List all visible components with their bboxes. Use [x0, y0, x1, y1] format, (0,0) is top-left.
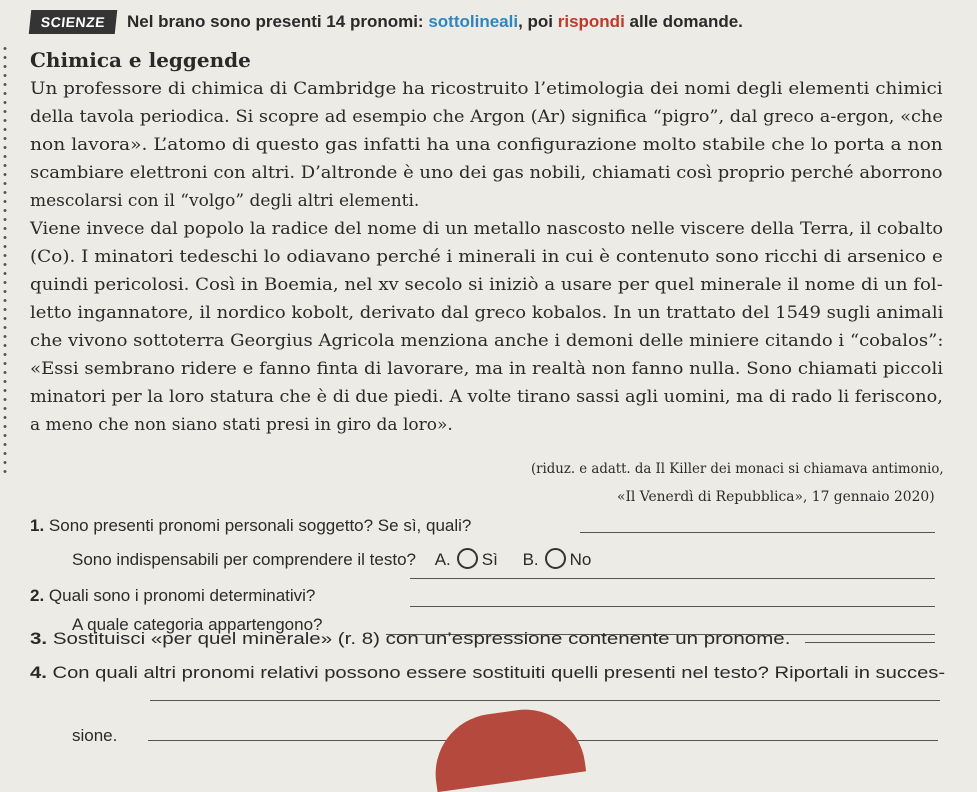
option-b-radio[interactable] [545, 548, 566, 569]
question-text: Con quali altri pronomi relativi possono essere sostituiti quelli presenti nel testo? Riportali in succes- [52, 663, 946, 682]
question-text: Sono presenti pronomi personali soggetto? Se sì, quali? [48, 516, 472, 535]
question-text: A quale categoria appartengono? [72, 615, 323, 634]
article-line: scambiare elettroni con altri. D’altronde è uno dei gas nobili, chiamati così proprio perché aborrono [30, 163, 943, 183]
answer-line[interactable] [410, 606, 935, 607]
source-citation: (riduz. e adatt. da Il Killer dei monaci si chiamava antimonio, [530, 461, 944, 477]
question-number: 3. [30, 629, 48, 648]
question-text: Sono indispensabili per comprendere il testo? [72, 550, 416, 569]
instruction-text-1: Nel brano sono presenti 14 pronomi: [127, 12, 429, 31]
question-number: 1. [30, 516, 45, 535]
article-line: della tavola periodica. Si scopre ad esempio che Argon (Ar) significa “pigro”, dal greco a-ergon, «che [30, 107, 943, 127]
question-3 [30, 628, 790, 650]
question-2 [30, 585, 315, 607]
answer-line[interactable] [410, 578, 935, 579]
instruction-text-3: alle domande. [624, 12, 743, 31]
article-line: a meno che non siano stati presi in giro da loro». [30, 415, 453, 435]
question-1 [30, 515, 471, 537]
subject-tag: SCIENZE [29, 10, 118, 34]
instruction-text-2: , poi [518, 12, 558, 31]
option-a-radio[interactable] [457, 548, 478, 569]
question-number: 4. [30, 663, 47, 682]
answer-line[interactable] [150, 700, 940, 701]
article-line: letto ingannatore, il nordico kobolt, derivato dal greco kobalos. In un trattato del 1549 sugli animali [30, 303, 944, 323]
question-4 [30, 662, 945, 684]
article-line: Un professore di chimica di Cambridge ha ricostruito l’etimologia dei nomi degli elementi chimici [30, 79, 943, 99]
question-text: Quali sono i pronomi determinativi? [48, 586, 316, 605]
article-line: non lavora». L’atomo di questo gas infatti ha una configurazione molto stabile che lo porta a non [30, 135, 943, 155]
answer-line[interactable] [580, 532, 935, 533]
instruction-answer-word: rispondi [557, 12, 625, 31]
source-citation: «Il Venerdì di Repubblica», 17 gennaio 2020) [616, 489, 935, 505]
article-line: (Co). I minatori tedeschi lo odiavano perché i minerali in cui è contenuto sono ricchi di arsenico e [30, 247, 943, 267]
question-number: 2. [30, 586, 45, 605]
article-line: minatori per la loro statura che è di due piedi. A volte tirano sassi agli uomini, ma di rado li feriscono, [30, 387, 943, 407]
option-b-text: No [569, 550, 592, 569]
article-line: che vivono sottoterra Georgius Agricola menziona anche i demoni delle miniere citando i “cobalos”: [30, 331, 944, 351]
question-text: Sostituisci «per quel minerale» (r. 8) con un’espressione contenente un pronome. [52, 629, 791, 648]
instruction-underline-word: sottolineali [428, 12, 519, 31]
option-b-label: B. [522, 550, 539, 569]
article-line: quindi pericolosi. Così in Boemia, nel xv secolo si iniziò a usare per quel minerale il nome di un fol- [30, 275, 943, 295]
article-title: Chimica e leggende [30, 48, 251, 72]
finger-photo [428, 702, 586, 792]
article-line: mescolarsi con il “volgo” degli altri elementi. [30, 191, 420, 211]
margin-dots [2, 44, 8, 474]
question-4-continued: sione. [72, 726, 118, 745]
answer-line[interactable] [805, 642, 935, 643]
option-a-label: A. [434, 550, 451, 569]
article-line: Viene invece dal popolo la radice del nome di un metallo nascosto nelle viscere della Terra, il cobalto [30, 219, 944, 239]
option-a-text: Sì [481, 550, 498, 569]
question-1b [72, 548, 591, 571]
instruction [127, 10, 743, 34]
article-line: «Essi sembrano ridere e fanno finta di lavorare, ma in realtà non fanno nulla. Sono chiamati piccoli [30, 359, 944, 379]
